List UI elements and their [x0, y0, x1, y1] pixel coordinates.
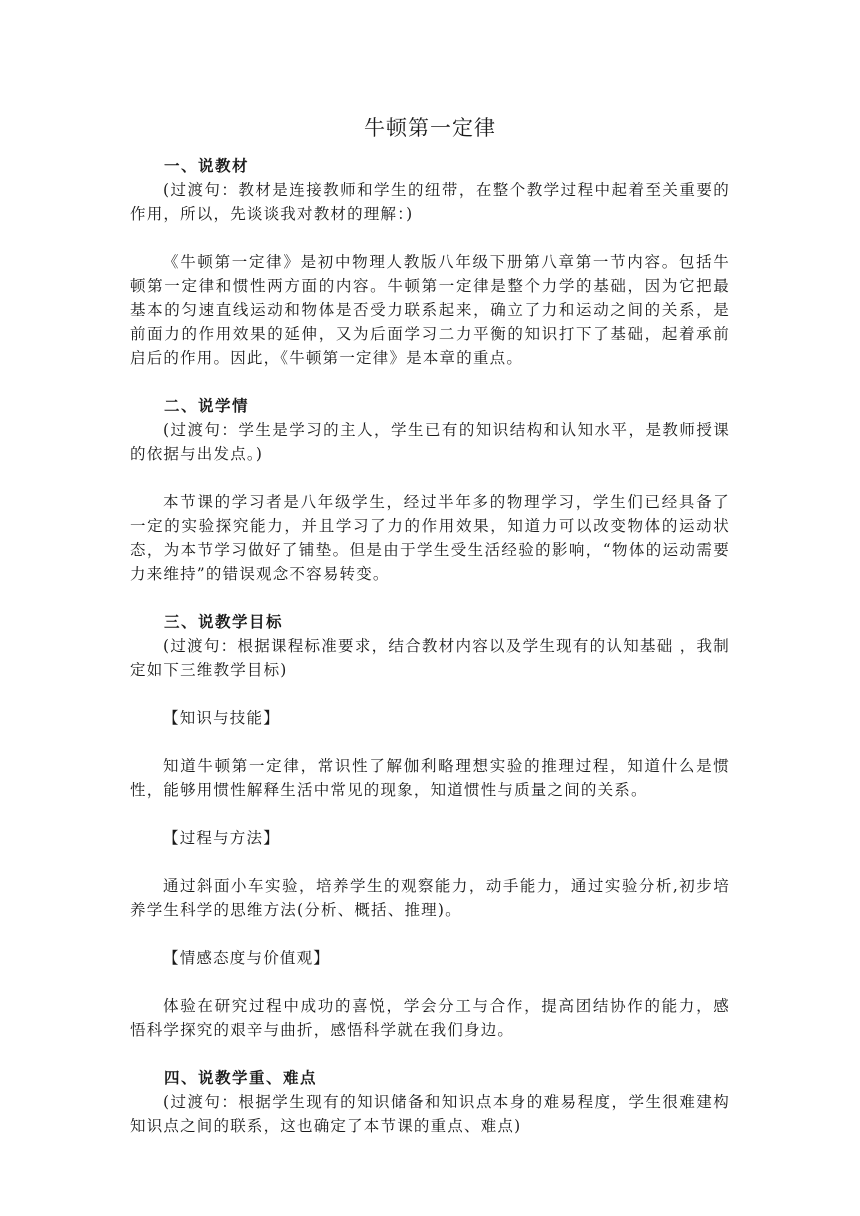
goal-label-values: 【情感态度与价值观】	[163, 949, 331, 967]
goal-text-process: 通过斜面小车实验，培养学生的观察能力，动手能力，通过实验分析,初步培养学生科学的思维方法(分析、概括、推理)。	[130, 877, 730, 919]
section-textbook	[130, 154, 730, 370]
goal-text-knowledge: 知道牛顿第一定律，常识性了解伽利略理想实验的推理过程，知道什么是惯性，能够用惯性解释生活中常见的现象，知道惯性与质量之间的关系。	[130, 757, 730, 799]
section-heading: 二、说学情	[164, 396, 250, 415]
goal-text-values: 体验在研究过程中成功的喜悦，学会分工与合作，提高团结协作的能力，感悟科学探究的艰辛与曲折，感悟科学就在我们身边。	[130, 997, 730, 1039]
section-key-points	[130, 1066, 730, 1138]
section-learners	[130, 394, 730, 586]
document-page	[130, 112, 730, 1138]
transition-sentence: (过渡句：教材是连接教师和学生的纽带，在整个教学过程中起着至关重要的作用，所以，先谈谈我对教材的理解：)	[130, 181, 730, 223]
section-heading: 三、说教学目标	[164, 612, 284, 631]
section-heading: 一、说教材	[164, 156, 250, 175]
section-body: 《牛顿第一定律》是初中物理人教版八年级下册第八章第一节内容。包括牛顿第一定律和惯性两方面的内容。牛顿第一定律是整个力学的基础，因为它把最基本的匀速直线运动和物体是否受力联系起来，确立了力和运动之间的关系，是前面力的作用效果的延伸，又为后面学习二力平衡的知识打下了基础，起着承前启后的作用。因此，《牛顿第一定律》是本章的重点。	[130, 253, 730, 367]
section-heading: 四、说教学重、难点	[164, 1068, 318, 1087]
goal-label-knowledge: 【知识与技能】	[163, 709, 280, 727]
section-teaching-goals	[130, 610, 730, 1042]
transition-sentence: (过渡句：根据学生现有的知识储备和知识点本身的难易程度，学生很难建构知识点之间的联系，这也确定了本节课的重点、难点)	[130, 1093, 730, 1135]
transition-sentence: (过渡句：学生是学习的主人，学生已有的知识结构和认知水平，是教师授课的依据与出发点。)	[130, 421, 730, 463]
page-title: 牛顿第一定律	[364, 116, 496, 140]
section-body: 本节课的学习者是八年级学生，经过半年多的物理学习，学生们已经具备了一定的实验探究能力，并且学习了力的作用效果，知道力可以改变物体的运动状态，为本节学习做好了铺垫。但是由于学生受生活经验的影响，“物体的运动需要力来维持”的错误观念不容易转变。	[130, 493, 730, 583]
goal-label-process: 【过程与方法】	[163, 829, 280, 847]
transition-sentence: (过渡句：根据课程标准要求，结合教材内容以及学生现有的认知基础 ，我制定如下三维教学目标)	[130, 637, 730, 679]
